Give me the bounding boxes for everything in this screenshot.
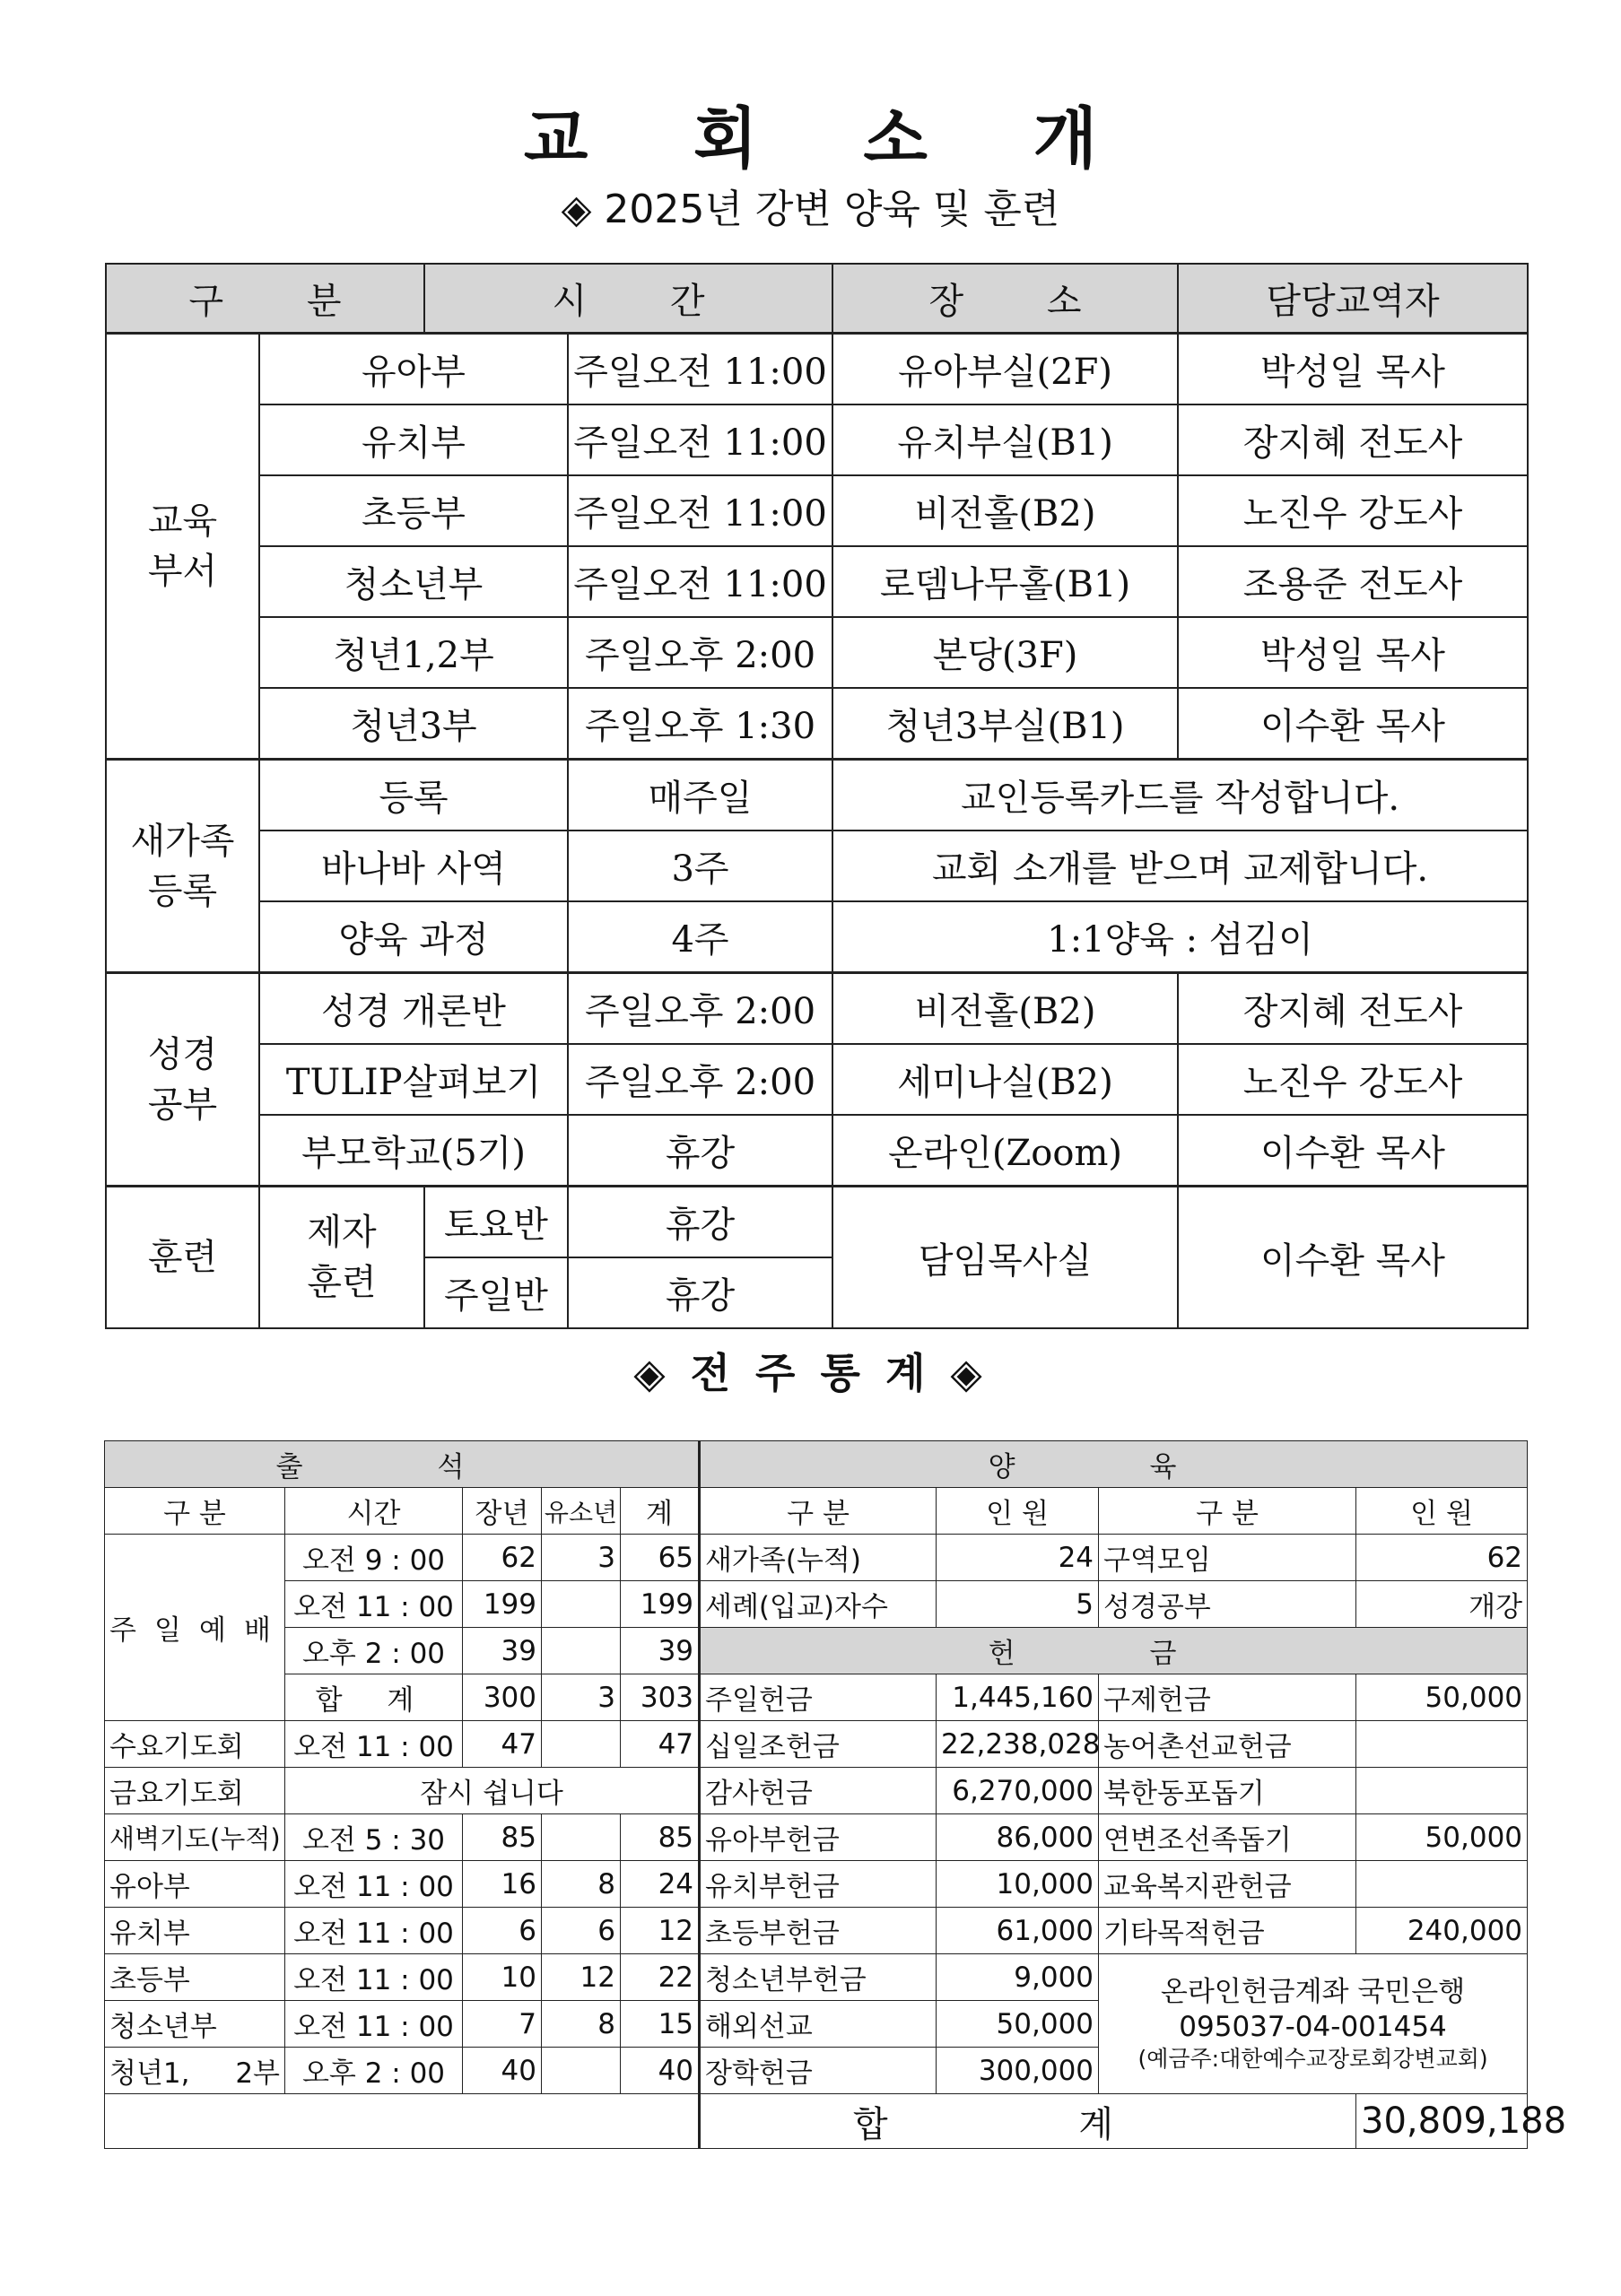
offering-value: 50,000: [1356, 1674, 1528, 1721]
att-adult: 7: [463, 2001, 542, 2048]
att-time: 오전 11 : 00: [285, 2001, 463, 2048]
grand-total-value: 30,809,188: [1356, 2094, 1528, 2149]
edu-row: [106, 688, 1528, 760]
att-adult: 10: [463, 1954, 542, 2001]
stats-table: [104, 1440, 1567, 2149]
step-name: 양육 과정: [259, 901, 568, 973]
offering-value: [1356, 1861, 1528, 1908]
att-youth: 3: [542, 1535, 621, 1581]
dept-place: 유아부실(2F): [832, 334, 1178, 405]
nurture-header-label: 양 육: [988, 1451, 1240, 1483]
disciple-place: 담임목사실: [832, 1187, 1178, 1329]
nurture-label: 성경공부: [1099, 1581, 1356, 1628]
header-place: 장 소: [832, 264, 1178, 334]
att-adult: 40: [463, 2048, 542, 2094]
disciple-row: [106, 1187, 1528, 1258]
attendance-row: [105, 1908, 1528, 1954]
attendance-row: [105, 1721, 1528, 1768]
bank-holder: (예금주:대한예수교장로회강변교회): [1137, 2045, 1488, 2072]
offering-value: 10,000: [937, 1861, 1099, 1908]
dept-name: 청소년부: [259, 546, 568, 617]
dept-name: 초등부: [259, 475, 568, 546]
step-period: 3주: [568, 831, 832, 901]
dept-place: 본당(3F): [832, 617, 1178, 688]
col-head-time: 시간: [285, 1488, 463, 1535]
nurture-value: 24: [937, 1535, 1099, 1581]
offering-value: [1356, 1768, 1528, 1814]
offering-value: 6,270,000: [937, 1768, 1099, 1814]
training-table: [105, 263, 1529, 1329]
disciple-status: 휴강: [568, 1187, 832, 1258]
attendance-row: [105, 1954, 1528, 2001]
att-youth: 8: [542, 2001, 621, 2048]
step-period: 매주일: [568, 760, 832, 831]
offering-value: 9,000: [937, 1954, 1099, 2001]
att-adult: 300: [463, 1674, 542, 1721]
att-time-total: [285, 1674, 463, 1721]
offering-label: 농어촌선교헌금: [1099, 1721, 1356, 1768]
dept-place: 유치부실(B1): [832, 404, 1178, 475]
group-disciple-sub-label: 제자 훈련: [307, 1212, 377, 1303]
att-total: 85: [621, 1814, 700, 1861]
bank-account-info: [1099, 1954, 1528, 2094]
dept-place: 청년3부실(B1): [832, 688, 1178, 760]
newfamily-row: [106, 901, 1528, 973]
att-name: 금요기도회: [105, 1768, 285, 1814]
dept-name: 청년1,2부: [259, 617, 568, 688]
attendance-row: [105, 1768, 1528, 1814]
att-youth: [542, 1721, 621, 1768]
offering-label: 연변조선족돕기: [1099, 1814, 1356, 1861]
class-time: 주일오후 2:00: [568, 973, 832, 1045]
att-time: 오전 11 : 00: [285, 1721, 463, 1768]
att-time: 오전 9 : 00: [285, 1535, 463, 1581]
bank-line1: 온라인헌금계좌 국민은행: [1160, 1976, 1466, 2009]
dept-time: 주일오전 11:00: [568, 546, 832, 617]
dept-name: 유아부: [259, 334, 568, 405]
edu-row: [106, 404, 1528, 475]
edu-row: [106, 546, 1528, 617]
col-head-nurture-count2: 인 원: [1356, 1488, 1528, 1535]
att-adult: 39: [463, 1628, 542, 1674]
col-head-youth: 유소년: [542, 1488, 621, 1535]
nurture-value: 개강: [1356, 1581, 1528, 1628]
att-total: 24: [621, 1861, 700, 1908]
col-head-adult: 장년: [463, 1488, 542, 1535]
dept-name: 유치부: [259, 404, 568, 475]
grand-total-row: [105, 2094, 1528, 2149]
grand-total-label: [700, 2094, 1356, 2149]
att-total: 12: [621, 1908, 700, 1954]
section-title-stats: ◈ 전 주 통 계 ◈: [633, 1349, 988, 1397]
class-place: 온라인(Zoom): [832, 1115, 1178, 1187]
dept-time: 주일오전 11:00: [568, 475, 832, 546]
att-name: 새벽기도(누적): [105, 1814, 285, 1861]
group-bible-label: 성경 공부: [147, 1033, 218, 1126]
att-youth: 8: [542, 1861, 621, 1908]
col-head-category: 구 분: [105, 1488, 285, 1535]
att-youth: [542, 1581, 621, 1628]
bible-row: [106, 973, 1528, 1045]
group-edu-label: 교육 부서: [147, 500, 218, 592]
att-time: 잠시 쉽니다: [285, 1768, 700, 1814]
step-name: 등록: [259, 760, 568, 831]
att-time: 오전 11 : 00: [285, 1861, 463, 1908]
step-name: 바나바 사역: [259, 831, 568, 901]
att-total: 199: [621, 1581, 700, 1628]
att-time: 오후 2 : 00: [285, 2048, 463, 2094]
bible-row: [106, 1115, 1528, 1187]
att-name: 청소년부: [105, 2001, 285, 2048]
offering-label: 유치부헌금: [700, 1861, 937, 1908]
attendance-row: [105, 1861, 1528, 1908]
offering-value: 1,445,160: [937, 1674, 1099, 1721]
header-time: 시 간: [424, 264, 832, 334]
stats-col-header: [105, 1488, 1528, 1535]
nurture-label: 새가족(누적): [700, 1535, 937, 1581]
nurture-value: 62: [1356, 1535, 1528, 1581]
offering-label: 청소년부헌금: [700, 1954, 937, 2001]
dept-staff: 이수환 목사: [1178, 688, 1528, 760]
dept-name: 청년3부: [259, 688, 568, 760]
att-youth: [542, 2048, 621, 2094]
disciple-class: 주일반: [424, 1257, 568, 1328]
attendance-row: [105, 1628, 1528, 1674]
class-name: TULIP살펴보기: [259, 1044, 568, 1115]
offering-value: 50,000: [937, 2001, 1099, 2048]
grand-total-label-text: 합 계: [853, 2103, 1204, 2145]
nurture-label: 세례(입교)자수: [700, 1581, 937, 1628]
att-name: 수요기도회: [105, 1721, 285, 1768]
offering-label: 유아부헌금: [700, 1814, 937, 1861]
sunday-worship-label: [105, 1535, 285, 1721]
empty-cell: [105, 2094, 700, 2149]
att-time: 오후 2 : 00: [285, 1628, 463, 1674]
disciple-staff: 이수환 목사: [1178, 1187, 1528, 1329]
col-head-nurture-count: 인 원: [937, 1488, 1099, 1535]
col-head-nurture-category: 구 분: [700, 1488, 937, 1535]
group-disciple-sub: [259, 1187, 424, 1329]
bible-row: [106, 1044, 1528, 1115]
class-staff: 장지혜 전도사: [1178, 973, 1528, 1045]
edu-row: [106, 475, 1528, 546]
att-time: 오전 11 : 00: [285, 1581, 463, 1628]
att-adult: 47: [463, 1721, 542, 1768]
class-time: 휴강: [568, 1115, 832, 1187]
dept-staff: 박성일 목사: [1178, 617, 1528, 688]
att-sum-label: 합 계: [315, 1684, 432, 1717]
nurture-value: 5: [937, 1581, 1099, 1628]
att-time: 오전 11 : 00: [285, 1908, 463, 1954]
offering-label: 교육복지관헌금: [1099, 1861, 1356, 1908]
step-desc: 교회 소개를 받으며 교제합니다.: [832, 831, 1528, 901]
bank-account-number: 095037-04-001454: [1179, 2010, 1447, 2043]
dept-staff: 노진우 강도사: [1178, 475, 1528, 546]
col-head-total: 계: [621, 1488, 700, 1535]
attendance-row: [105, 1581, 1528, 1628]
att-name: 청년1, 2부: [105, 2048, 285, 2094]
att-time: 오전 11 : 00: [285, 1954, 463, 2001]
stats-group-header: [105, 1441, 1528, 1488]
nurture-header: [700, 1441, 1528, 1488]
offering-value: 22,238,028: [937, 1721, 1099, 1768]
dept-staff: 박성일 목사: [1178, 334, 1528, 405]
header-category: 구 분: [106, 264, 424, 334]
dept-time: 주일오후 2:00: [568, 617, 832, 688]
offering-label: 감사헌금: [700, 1768, 937, 1814]
att-adult: 62: [463, 1535, 542, 1581]
disciple-class: 토요반: [424, 1187, 568, 1258]
header-staff: 담당교역자: [1178, 264, 1528, 334]
attendance-row: [105, 1674, 1528, 1721]
class-name: 성경 개론반: [259, 973, 568, 1045]
group-bible: [106, 973, 259, 1187]
offering-value: [1356, 1721, 1528, 1768]
group-discipleship: 훈련: [106, 1187, 259, 1329]
offering-header: [700, 1628, 1528, 1674]
dept-time: 주일오후 1:30: [568, 688, 832, 760]
att-adult: 6: [463, 1908, 542, 1954]
col-head-nurture-category2: 구 분: [1099, 1488, 1356, 1535]
class-name: 부모학교(5기): [259, 1115, 568, 1187]
offering-label: 십일조헌금: [700, 1721, 937, 1768]
offering-value: 61,000: [937, 1908, 1099, 1954]
att-total: 22: [621, 1954, 700, 2001]
offering-header-label: 헌 금: [988, 1638, 1240, 1670]
att-total: 15: [621, 2001, 700, 2048]
att-total: 39: [621, 1628, 700, 1674]
attendance-row: [105, 1535, 1528, 1581]
step-desc: 교인등록카드를 작성합니다.: [832, 760, 1528, 831]
att-name: 유치부: [105, 1908, 285, 1954]
att-youth: [542, 1628, 621, 1674]
offering-value: 86,000: [937, 1814, 1099, 1861]
sunday-worship-text: 주 일 예 배: [109, 1614, 271, 1647]
att-youth: 12: [542, 1954, 621, 2001]
att-youth: 6: [542, 1908, 621, 1954]
class-staff: 노진우 강도사: [1178, 1044, 1528, 1115]
class-time: 주일오후 2:00: [568, 1044, 832, 1115]
att-time: 오전 5 : 30: [285, 1814, 463, 1861]
att-youth: [542, 1814, 621, 1861]
section-title-training: ◈ 2025년 강변 양육 및 훈련: [561, 187, 1060, 232]
attendance-row: [105, 1814, 1528, 1861]
nurture-label: 구역모임: [1099, 1535, 1356, 1581]
class-staff: 이수환 목사: [1178, 1115, 1528, 1187]
dept-staff: 장지혜 전도사: [1178, 404, 1528, 475]
offering-value: 240,000: [1356, 1908, 1528, 1954]
class-place: 세미나실(B2): [832, 1044, 1178, 1115]
dept-place: 비전홀(B2): [832, 475, 1178, 546]
att-adult: 16: [463, 1861, 542, 1908]
newfamily-row: [106, 831, 1528, 901]
attendance-header-label: 출 석: [275, 1451, 527, 1483]
edu-row: [106, 334, 1528, 405]
offering-label: 기타목적헌금: [1099, 1908, 1356, 1954]
dept-time: 주일오전 11:00: [568, 334, 832, 405]
att-youth: 3: [542, 1674, 621, 1721]
att-adult: 85: [463, 1814, 542, 1861]
class-place: 비전홀(B2): [832, 973, 1178, 1045]
offering-label: 장학헌금: [700, 2048, 937, 2094]
page-title: 교 회 소 개: [523, 100, 1139, 178]
att-total: 65: [621, 1535, 700, 1581]
offering-label: 구제헌금: [1099, 1674, 1356, 1721]
step-period: 4주: [568, 901, 832, 973]
disciple-status: 휴강: [568, 1257, 832, 1328]
att-total: 40: [621, 2048, 700, 2094]
att-total: 303: [621, 1674, 700, 1721]
offering-label: 초등부헌금: [700, 1908, 937, 1954]
offering-value: 300,000: [937, 2048, 1099, 2094]
att-adult: 199: [463, 1581, 542, 1628]
att-name: 유아부: [105, 1861, 285, 1908]
offering-label: 북한동포돕기: [1099, 1768, 1356, 1814]
group-newfamily-label: 새가족 등록: [130, 820, 235, 912]
newfamily-row: [106, 760, 1528, 831]
offering-label: 주일헌금: [700, 1674, 937, 1721]
dept-place: 로뎀나무홀(B1): [832, 546, 1178, 617]
offering-label: 해외선교: [700, 2001, 937, 2048]
step-desc: 1:1양육 : 섬김이: [832, 901, 1528, 973]
training-header-row: [106, 264, 1528, 334]
dept-time: 주일오전 11:00: [568, 404, 832, 475]
group-newfamily: [106, 760, 259, 973]
edu-row: [106, 617, 1528, 688]
attendance-header: [105, 1441, 700, 1488]
group-edu: [106, 334, 259, 760]
att-total: 47: [621, 1721, 700, 1768]
dept-staff: 조용준 전도사: [1178, 546, 1528, 617]
att-name: 초등부: [105, 1954, 285, 2001]
offering-value: 50,000: [1356, 1814, 1528, 1861]
